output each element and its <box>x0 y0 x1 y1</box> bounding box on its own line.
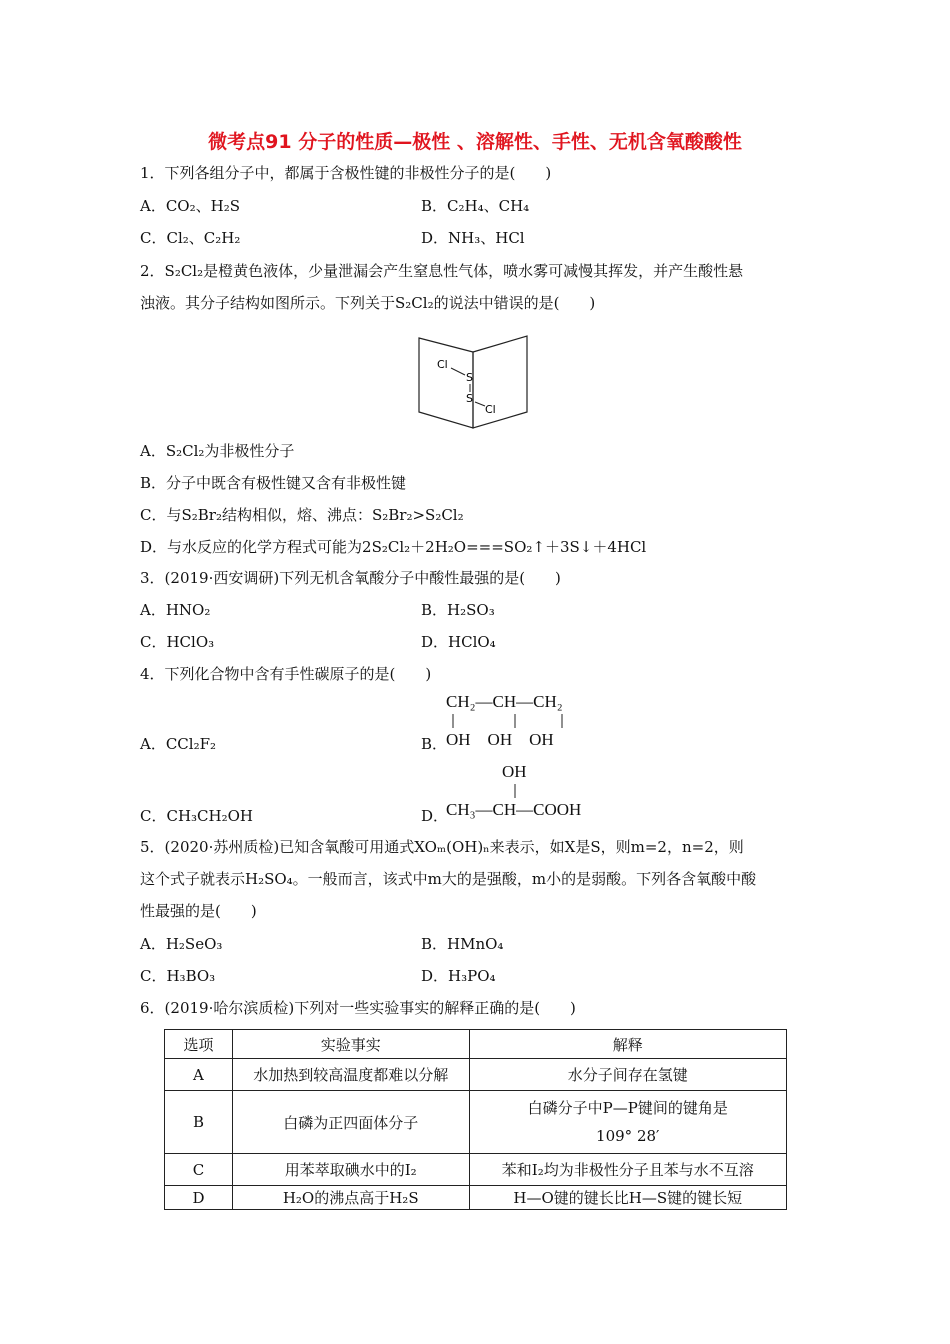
q3-option-a: A．HNO₂ <box>140 601 211 619</box>
row-a-option: A <box>165 1059 233 1091</box>
row-a-explanation: 水分子间存在氢键 <box>469 1059 786 1091</box>
q4-b-bonds <box>446 712 586 730</box>
q3-option-b: B．H₂SO₃ <box>421 601 495 619</box>
q5-option-c: C．H₃BO₃ <box>140 967 216 985</box>
q4-b-formula-top: CH₂—CH—CH₂ <box>446 692 563 711</box>
q4-d-formula-bottom: CH₃—CH—COOH <box>446 800 582 819</box>
table-row <box>165 1186 787 1210</box>
table-row <box>165 1091 787 1154</box>
row-b-fact: 白磷为正四面体分子 <box>232 1091 469 1154</box>
row-a-fact: 水加热到较高温度都难以分解 <box>232 1059 469 1091</box>
q4-option-d: D． <box>421 807 449 825</box>
q2-option-a: A．S₂Cl₂为非极性分子 <box>140 442 295 460</box>
row-c-fact: 用苯萃取碘水中的I₂ <box>232 1154 469 1186</box>
row-d-fact: H₂O的沸点高于H₂S <box>232 1186 469 1210</box>
q4-d-bonds <box>446 782 586 800</box>
fig-cl-top: Cl <box>437 358 448 371</box>
q4-b-formula-bottom: OH OH OH <box>446 730 554 749</box>
q2-option-c: C．与S₂Br₂结构相似，熔、沸点：S₂Br₂>S₂Cl₂ <box>140 506 464 524</box>
table-row <box>165 1154 787 1186</box>
q1-option-d: D．NH₃、HCl <box>421 229 525 247</box>
q4-option-a: A．CCl₂F₂ <box>140 735 217 753</box>
q4-d-formula-top: OH <box>502 762 527 781</box>
q4-option-c: C．CH₃CH₂OH <box>140 807 253 825</box>
q1-stem: 1．下列各组分子中，都属于含极性键的非极性分子的是( ) <box>140 164 552 182</box>
table-row <box>165 1059 787 1091</box>
header-fact: 实验事实 <box>232 1030 469 1059</box>
q4-stem: 4．下列化合物中含有手性碳原子的是( ) <box>140 665 432 683</box>
q5-stem-line2: 这个式子就表示H₂SO₄。一般而言，该式中m大的是强酸，m小的是弱酸。下列各含氧酸中酸 <box>140 870 757 888</box>
fig-s1: S <box>466 371 473 384</box>
q2-option-d: D．与水反应的化学方程式可能为2S₂Cl₂＋2H₂O===SO₂↑＋3S↓＋4HCl <box>140 538 647 556</box>
q2-stem-line2: 浊液。其分子结构如图所示。下列关于S₂Cl₂的说法中错误的是( ) <box>140 294 596 312</box>
fig-s2: S <box>466 392 473 405</box>
q3-stem: 3．(2019·西安调研)下列无机含氧酸分子中酸性最强的是( ) <box>140 569 561 587</box>
header-option: 选项 <box>165 1030 233 1059</box>
row-b-option: B <box>165 1091 233 1154</box>
q5-option-b: B．HMnO₄ <box>421 935 504 953</box>
q3-option-c: C．HClO₃ <box>140 633 215 651</box>
q2-stem-line1: 2．S₂Cl₂是橙黄色液体，少量泄漏会产生窒息性气体，喷水雾可减慢其挥发，并产生酸性悬 <box>140 262 744 280</box>
q5-option-a: A．H₂SeO₃ <box>140 935 223 953</box>
row-c-explanation: 苯和I₂均为非极性分子且苯与水不互溶 <box>469 1154 786 1186</box>
q3-option-d: D．HClO₄ <box>421 633 496 651</box>
row-b-explanation <box>469 1091 786 1154</box>
q1-option-a: A．CO₂、H₂S <box>140 197 240 215</box>
row-c-option: C <box>165 1154 233 1186</box>
row-d-option: D <box>165 1186 233 1210</box>
row-d-explanation: H—O键的键长比H—S键的键长短 <box>469 1186 786 1210</box>
q6-stem: 6．(2019·哈尔滨质检)下列对一些实验事实的解释正确的是( ) <box>140 999 576 1017</box>
q5-stem-line3: 性最强的是( ) <box>140 902 257 920</box>
row-b-explanation-line2: 109° 28′ <box>596 1127 660 1145</box>
row-b-explanation-line1: 白磷分子中P—P键间的键角是 <box>527 1099 728 1117</box>
q1-option-b: B．C₂H₄、CH₄ <box>421 197 530 215</box>
header-explanation: 解释 <box>469 1030 786 1059</box>
q5-stem-line1: 5．(2020·苏州质检)已知含氧酸可用通式XOₘ(OH)ₙ来表示，如X是S，则m=2，n=2，则 <box>140 838 744 856</box>
q6-table <box>164 1029 787 1210</box>
q2-option-b: B．分子中既含有极性键又含有非极性键 <box>140 474 407 492</box>
fig-cl-bottom: Cl <box>485 403 496 416</box>
table-header-row <box>165 1030 787 1059</box>
q1-option-c: C．Cl₂、C₂H₂ <box>140 229 241 247</box>
s2cl2-structure-figure <box>415 330 535 430</box>
q5-option-d: D．H₃PO₄ <box>421 967 496 985</box>
page-title: 微考点91 分子的性质—极性 、溶解性、手性、无机含氧酸酸性 <box>208 131 742 153</box>
q4-option-b: B． <box>421 735 448 753</box>
